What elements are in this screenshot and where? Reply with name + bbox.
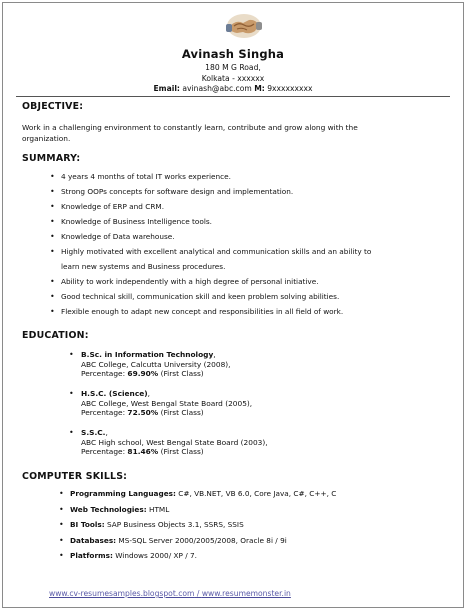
bullet-icon: •	[50, 247, 55, 256]
bullet-icon: •	[50, 292, 55, 301]
resume-page	[2, 2, 464, 608]
institution: ABC College, West Bengal State Board (2005),	[81, 398, 253, 408]
footer-link-2[interactable]: www.resumemonster.in	[201, 589, 291, 598]
list-item: • Platforms: Windows 2000/ XP / 7.	[59, 551, 197, 561]
percentage-line: Percentage: 72.50% (First Class)	[81, 408, 204, 418]
list-item: • Knowledge of Business Intelligence tools.	[50, 217, 212, 226]
list-item: • Knowledge of Data warehouse.	[50, 232, 175, 241]
bullet-icon: •	[69, 428, 74, 437]
education-entry: • B.Sc. in Information Technology, ABC College, Calcutta University (2008), Percentage: 69.90% (First Class)	[69, 350, 231, 379]
list-item: • Databases: MS-SQL Server 2000/2005/2008, Oracle 8i / 9i	[59, 535, 287, 545]
education-entry: • H.S.C. (Science), ABC College, West Bengal State Board (2005), Percentage: 72.50% (First Class)	[69, 389, 253, 418]
percentage-line: Percentage: 81.46% (First Class)	[81, 447, 204, 457]
handshake-icon	[225, 11, 263, 41]
degree-title: B.Sc. in Information Technology	[81, 350, 214, 359]
bullet-icon: •	[50, 217, 55, 226]
bullet-icon: •	[50, 187, 55, 196]
degree-title: S.S.C.	[81, 428, 106, 437]
objective-heading: OBJECTIVE:	[22, 101, 84, 112]
bullet-icon: •	[50, 172, 55, 181]
footer-links	[49, 589, 291, 598]
list-item: • Programming Languages: C#, VB.NET, VB 6.0, Core Java, C#, C++, C	[59, 489, 337, 498]
list-item: • Flexible enough to adapt new concept and responsibilities in all field of work.	[50, 307, 344, 316]
bullet-icon: •	[50, 232, 55, 241]
bullet-icon: •	[50, 277, 55, 286]
bullet-icon: •	[69, 389, 74, 398]
contact-line	[3, 84, 463, 93]
degree-title: H.S.C. (Science)	[81, 389, 148, 398]
email-value: avinash@abc.com	[182, 84, 252, 93]
candidate-name: Avinash Singha	[181, 47, 285, 61]
percentage-value: 69.90%	[127, 369, 159, 379]
percentage-value: 72.50%	[127, 408, 159, 418]
skills-list	[59, 489, 440, 567]
list-item: • Ability to work independently with a high degree of personal initiative.	[50, 277, 319, 286]
list-item: • 4 years 4 months of total IT works experience.	[50, 172, 231, 181]
bullet-icon: •	[59, 489, 64, 498]
skills-heading: COMPUTER SKILLS:	[22, 471, 128, 482]
objective-line-1: Work in a challenging environment to constantly learn, contribute and grow along with the	[22, 123, 358, 132]
list-item: • Strong OOPs concepts for software design and implementation.	[50, 187, 294, 196]
bullet-icon: •	[59, 535, 64, 545]
objective-text	[22, 123, 430, 144]
list-item: • Knowledge of ERP and CRM.	[50, 202, 165, 211]
list-item: • Highly motivated with excellent analytical and communication skills and an ability to	[50, 247, 372, 256]
bullet-icon: •	[59, 551, 64, 561]
footer-link-1[interactable]: www.cv-resumesamples.blogspot.com	[49, 589, 195, 598]
list-item: • Web Technologies: HTML	[59, 504, 170, 514]
footer-separator: /	[194, 589, 202, 598]
header-divider	[16, 96, 450, 97]
address-line-2: Kolkata - xxxxxx	[201, 74, 265, 83]
mobile-label: M:	[254, 84, 265, 93]
bullet-icon: •	[69, 350, 74, 359]
objective-line-2: organization.	[22, 133, 71, 143]
percentage-line: Percentage: 69.90% (First Class)	[81, 369, 204, 379]
bullet-icon: •	[59, 504, 64, 514]
institution: ABC High school, West Bengal State Board (2003),	[81, 437, 268, 447]
list-item-continuation: learn new systems and Business procedures.	[61, 262, 226, 271]
summary-heading: SUMMARY:	[22, 153, 81, 164]
bullet-icon: •	[59, 520, 64, 530]
bullet-icon: •	[50, 202, 55, 211]
email-label: Email:	[153, 84, 180, 93]
education-entry: • S.S.C., ABC High school, West Bengal State Board (2003), Percentage: 81.46% (First Class)	[69, 428, 268, 457]
list-item: • BI Tools: SAP Business Objects 3.1, SSRS, SSIS	[59, 520, 244, 530]
percentage-value: 81.46%	[127, 447, 159, 457]
institution: ABC College, Calcutta University (2008),	[81, 359, 231, 369]
education-heading: EDUCATION:	[22, 330, 89, 341]
mobile-value: 9xxxxxxxxx	[267, 84, 313, 93]
address-line-1: 180 M G Road,	[205, 63, 261, 72]
bullet-icon: •	[50, 307, 55, 316]
list-item: • Good technical skill, communication skill and keen problem solving abilities.	[50, 292, 340, 301]
